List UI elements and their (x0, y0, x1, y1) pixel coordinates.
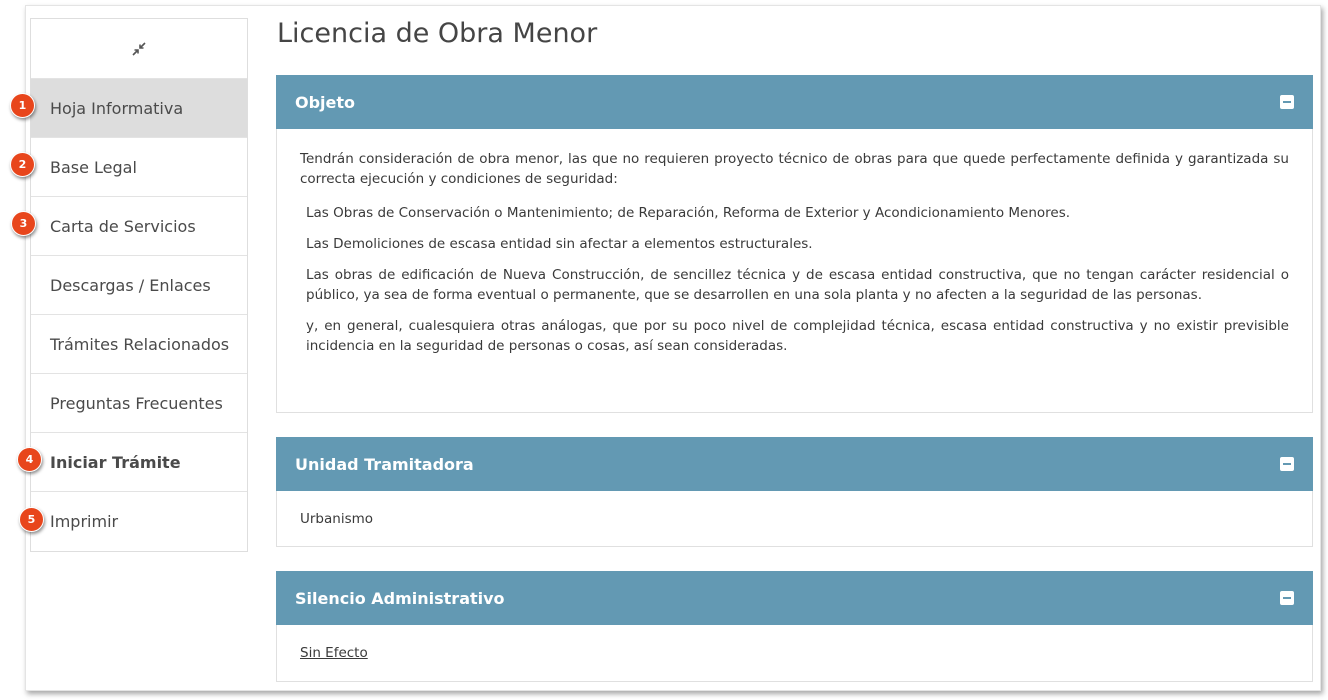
sidebar-item-carta-de-servicios[interactable] (31, 197, 247, 256)
page-title: Licencia de Obra Menor (277, 18, 598, 49)
sidebar-item-label: Trámites Relacionados (50, 334, 230, 354)
silencio-link[interactable]: Sin Efecto (300, 645, 368, 661)
intro-text: Tendrán consideración de obra menor, las que no requieren proyecto técnico de obras para que quede perfectamente definida y garantizada su correcta ejecución y condiciones de seguridad: (300, 151, 1289, 187)
collapse-minus-icon[interactable] (1280, 457, 1294, 471)
collapse-button[interactable] (31, 19, 247, 79)
sidebar-item-base-legal[interactable] (31, 138, 247, 197)
list-item: Las Demoliciones de escasa entidad sin afectar a elementos estructurales. (306, 236, 813, 252)
callout-badge: 1 (10, 93, 35, 118)
sidebar (30, 18, 248, 552)
callout-badge: 2 (10, 152, 35, 177)
sidebar-item-label: Hoja Informativa (50, 98, 184, 118)
sidebar-item-descargas-enlaces[interactable] (31, 256, 247, 315)
panel-title: Unidad Tramitadora (295, 454, 474, 474)
collapse-minus-icon[interactable] (1280, 591, 1294, 605)
sidebar-item-label: Imprimir (50, 512, 119, 531)
callout-badge: 5 (19, 507, 44, 532)
sidebar-item-label: Base Legal (50, 157, 137, 177)
callout-badge: 4 (17, 447, 42, 472)
panel-unidad-tramitadora (276, 437, 1313, 547)
sidebar-item-label: Iniciar Trámite (50, 452, 181, 472)
panel-title: Silencio Administrativo (295, 588, 505, 608)
sidebar-item-imprimir[interactable] (31, 492, 247, 551)
panel-header[interactable] (276, 571, 1313, 625)
panel-header[interactable] (276, 75, 1313, 129)
panel-objeto (276, 75, 1313, 413)
sidebar-item-label: Carta de Servicios (50, 216, 196, 236)
panel-body (277, 491, 1312, 529)
sidebar-item-iniciar-tramite[interactable] (31, 433, 247, 492)
sidebar-item-hoja-informativa[interactable] (31, 79, 247, 138)
collapse-minus-icon[interactable] (1280, 95, 1294, 109)
panel-body (277, 129, 1312, 356)
sidebar-item-tramites-relacionados[interactable] (31, 315, 247, 374)
sidebar-item-label: Preguntas Frecuentes (50, 393, 223, 413)
unit-value: Urbanismo (300, 511, 374, 527)
list-item: Las Obras de Conservación o Mantenimiento; de Reparación, Reforma de Exterior y Acondicionamiento Menores. (306, 205, 1071, 221)
panel-body (277, 625, 1312, 663)
callout-badge: 3 (11, 211, 36, 236)
compress-icon[interactable] (132, 42, 146, 56)
sidebar-item-label: Descargas / Enlaces (50, 275, 211, 295)
panel-header[interactable] (276, 437, 1313, 491)
list-item: Las obras de edificación de Nueva Construcción, de sencillez técnica y de escasa entidad constructiva, que no tengan carácter residencial o público, ya sea de forma eventual o permanente, que se desarrollen en una sola planta y no afecten a la seguridad de las personas. (306, 267, 1289, 303)
list-item: y, en general, cualesquiera otras análogas, que por su poco nivel de complejidad técnica, escasa entidad constructiva y no existir previsible incidencia en la seguridad de personas o cosas, así sean consideradas. (306, 318, 1289, 354)
panel-title: Objeto (295, 92, 356, 112)
panel-silencio-administrativo (276, 571, 1313, 682)
sidebar-item-preguntas-frecuentes[interactable] (31, 374, 247, 433)
